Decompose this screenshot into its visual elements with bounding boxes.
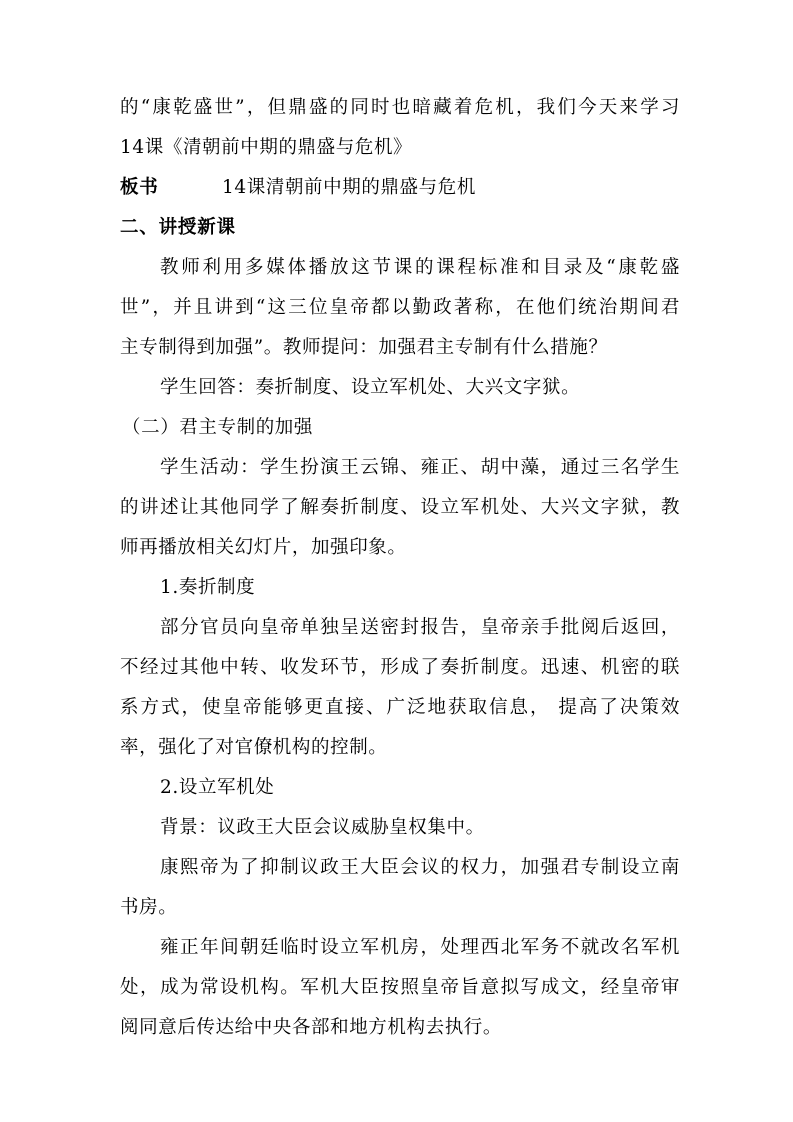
paragraph-line: 书房。 <box>120 897 178 918</box>
paragraph-line: 教师利用多媒体播放这节课的课程标准和目录及“康乾盛 <box>160 257 680 278</box>
paragraph-line: 世”，并且讲到“这三位皇帝都以勤政著称，在他们统治期间君 <box>120 297 680 318</box>
section-heading: 二、讲授新课 <box>120 217 236 238</box>
paragraph-line: 部分官员向皇帝单独呈送密封报告，皇帝亲手批阅后返回， <box>160 617 680 638</box>
paragraph-line: 康熙帝为了抑制议政王大臣会议的权力，加强君专制设立南 <box>160 857 680 878</box>
paragraph-line: 不经过其他中转、收发环节，形成了奏折制度。迅速、机密的联 <box>120 657 680 678</box>
text-line: 的“康乾盛世”，但鼎盛的同时也暗藏着危机，我们今天来学习 <box>120 97 680 118</box>
paragraph-line: 主专制得到加强”。教师提问：加强君主专制有什么措施？ <box>120 337 608 358</box>
paragraph-line: 学生活动：学生扮演王云锦、雍正、胡中藻，通过三名学生 <box>160 457 680 478</box>
paragraph-line: 处，成为常设机构。军机大臣按照皇帝旨意拟写成文，经皇帝审 <box>120 977 680 998</box>
student-answer: 学生回答：奏折制度、设立军机处、大兴文字狱。 <box>160 377 581 398</box>
item-heading: 2.设立军机处 <box>160 777 275 798</box>
paragraph-line: 背景：议政王大臣会议威胁皇权集中。 <box>160 817 485 838</box>
board-label: 板书 <box>120 177 159 198</box>
text-line: 14课《清朝前中期的鼎盛与危机》 <box>120 137 413 158</box>
subsection-heading: （二）君主专制的加强 <box>122 417 314 438</box>
board-content: 14课清朝前中期的鼎盛与危机 <box>222 177 476 198</box>
paragraph-line: 师再播放相关幻灯片，加强印象。 <box>120 537 407 558</box>
paragraph-line: 的讲述让其他同学了解奏折制度、设立军机处、大兴文字狱，教 <box>120 497 680 518</box>
paragraph-line: 系方式，使皇帝能够更直接、广泛地获取信息， 提高了决策效 <box>120 697 680 718</box>
paragraph-line: 雍正年间朝廷临时设立军机房，处理西北军务不就改名军机 <box>160 937 680 958</box>
paragraph-line: 率，强化了对官僚机构的控制。 <box>120 737 388 758</box>
item-heading: 1.奏折制度 <box>160 577 256 598</box>
paragraph-line: 阅同意后传达给中央各部和地方机构去执行。 <box>120 1017 503 1038</box>
